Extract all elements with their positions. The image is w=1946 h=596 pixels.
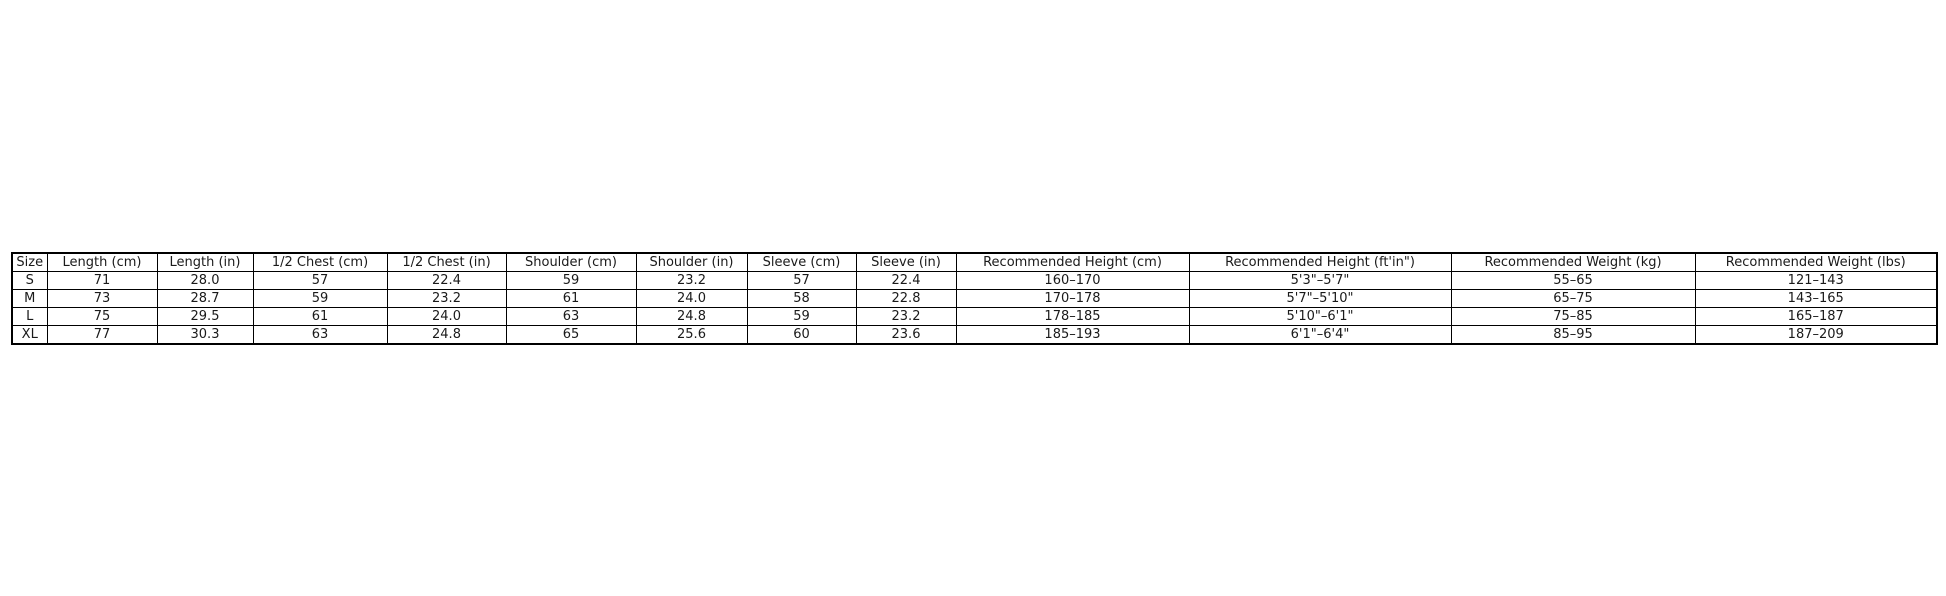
value-cell: 73	[47, 290, 157, 308]
value-cell: 170–178	[956, 290, 1189, 308]
value-cell: 160–170	[956, 272, 1189, 290]
column-header-recommended-height-ft-in: Recommended Height (ft'in")	[1189, 253, 1451, 272]
column-header-1-2-chest-in: 1/2 Chest (in)	[387, 253, 506, 272]
column-header-recommended-weight-lbs: Recommended Weight (lbs)	[1695, 253, 1937, 272]
value-cell: 29.5	[157, 308, 253, 326]
size-cell: M	[12, 290, 47, 308]
value-cell: 59	[506, 272, 636, 290]
size-cell: L	[12, 308, 47, 326]
value-cell: 5'7"–5'10"	[1189, 290, 1451, 308]
column-header-size: Size	[12, 253, 47, 272]
value-cell: 22.8	[856, 290, 956, 308]
table-row	[12, 326, 1937, 345]
value-cell: 75	[47, 308, 157, 326]
column-header-length-cm: Length (cm)	[47, 253, 157, 272]
value-cell: 24.0	[387, 308, 506, 326]
value-cell: 59	[747, 308, 856, 326]
value-cell: 24.0	[636, 290, 747, 308]
value-cell: 23.2	[387, 290, 506, 308]
value-cell: 61	[506, 290, 636, 308]
value-cell: 57	[747, 272, 856, 290]
size-cell: S	[12, 272, 47, 290]
column-header-1-2-chest-cm: 1/2 Chest (cm)	[253, 253, 387, 272]
value-cell: 5'3"–5'7"	[1189, 272, 1451, 290]
value-cell: 77	[47, 326, 157, 345]
table-row	[12, 272, 1937, 290]
value-cell: 57	[253, 272, 387, 290]
value-cell: 61	[253, 308, 387, 326]
value-cell: 71	[47, 272, 157, 290]
value-cell: 25.6	[636, 326, 747, 345]
header-row	[12, 253, 1937, 272]
value-cell: 75–85	[1451, 308, 1695, 326]
column-header-shoulder-in: Shoulder (in)	[636, 253, 747, 272]
size-cell: XL	[12, 326, 47, 345]
value-cell: 63	[506, 308, 636, 326]
value-cell: 187–209	[1695, 326, 1937, 345]
value-cell: 5'10"–6'1"	[1189, 308, 1451, 326]
value-cell: 65–75	[1451, 290, 1695, 308]
value-cell: 143–165	[1695, 290, 1937, 308]
value-cell: 165–187	[1695, 308, 1937, 326]
value-cell: 22.4	[856, 272, 956, 290]
column-header-sleeve-cm: Sleeve (cm)	[747, 253, 856, 272]
value-cell: 23.2	[636, 272, 747, 290]
value-cell: 58	[747, 290, 856, 308]
table-row	[12, 290, 1937, 308]
value-cell: 24.8	[636, 308, 747, 326]
value-cell: 85–95	[1451, 326, 1695, 345]
column-header-recommended-weight-kg: Recommended Weight (kg)	[1451, 253, 1695, 272]
column-header-recommended-height-cm: Recommended Height (cm)	[956, 253, 1189, 272]
value-cell: 121–143	[1695, 272, 1937, 290]
column-header-shoulder-cm: Shoulder (cm)	[506, 253, 636, 272]
value-cell: 23.6	[856, 326, 956, 345]
value-cell: 28.7	[157, 290, 253, 308]
value-cell: 178–185	[956, 308, 1189, 326]
value-cell: 63	[253, 326, 387, 345]
table-row	[12, 308, 1937, 326]
value-cell: 22.4	[387, 272, 506, 290]
column-header-sleeve-in: Sleeve (in)	[856, 253, 956, 272]
value-cell: 30.3	[157, 326, 253, 345]
value-cell: 24.8	[387, 326, 506, 345]
value-cell: 65	[506, 326, 636, 345]
column-header-length-in: Length (in)	[157, 253, 253, 272]
value-cell: 59	[253, 290, 387, 308]
value-cell: 60	[747, 326, 856, 345]
value-cell: 55–65	[1451, 272, 1695, 290]
value-cell: 6'1"–6'4"	[1189, 326, 1451, 345]
value-cell: 23.2	[856, 308, 956, 326]
value-cell: 28.0	[157, 272, 253, 290]
value-cell: 185–193	[956, 326, 1189, 345]
size-chart-table	[11, 252, 1938, 345]
size-chart-body	[12, 272, 1937, 345]
